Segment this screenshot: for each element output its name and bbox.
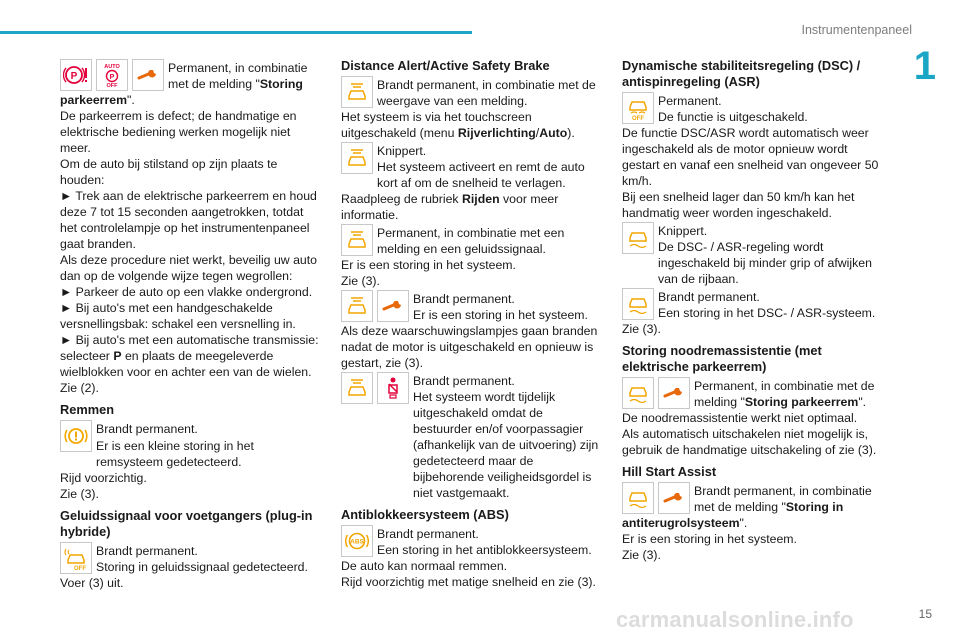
paragraph: Zie (3). <box>622 322 661 336</box>
paragraph: Als deze procedure niet werkt, beveilig uw auto dan op de volgende wijze tegen wegrollen: <box>60 253 318 283</box>
auto-parking-brake-off-icon <box>96 59 128 91</box>
bullet: ► Bij auto's met een handgeschakelde versnellingsbak: schakel een versnelling in. <box>60 301 296 331</box>
collision-alert-icon <box>341 290 373 322</box>
section-heading-emergency-brake: Storing noodremassistentie (met elektrische parkeerrem) <box>622 343 822 374</box>
collision-alert-icon <box>341 224 373 256</box>
paragraph: Brandt permanent, in combinatie met de weergave van een melding. <box>377 78 596 108</box>
text: ". <box>127 93 135 107</box>
stability-control-icon <box>622 482 654 514</box>
paragraph: Het systeem wordt tijdelijk uitgeschakeld omdat de bestuurder en/of voorpassagier (afhankelijk van de uitvoering) zijn gedetecteerd maar de bijbehorende veiligheidsgordel is niet vastgemaakt. <box>413 390 599 500</box>
column-2 <box>341 58 603 590</box>
section-heading-pedestrian: Geluidssignaal voor voetgangers (plug-in hybride) <box>60 508 313 539</box>
pedestrian-row <box>60 542 322 575</box>
text-line: Brandt permanent. <box>377 527 479 541</box>
text-line: Brandt permanent. <box>658 290 760 304</box>
seatbelt-warning-icon <box>377 372 409 404</box>
svg-text:P: P <box>70 71 78 82</box>
paragraph <box>341 109 603 141</box>
paragraph: De parkeerrem is defect; de handmatige en elektrische bediening werken mogelijk niet meer. <box>60 109 297 155</box>
text-line: Permanent. <box>658 94 722 108</box>
paragraph: Zie (3). <box>622 548 661 562</box>
section-heading-brakes: Remmen <box>60 402 115 417</box>
svg-text:P: P <box>109 74 115 81</box>
section-heading-dsc: Dynamische stabiliteitsregeling (DSC) / antispinregeling (ASR) <box>622 58 861 89</box>
pedestrian-sound-off-icon <box>60 542 92 574</box>
text-line: Brandt permanent. <box>96 544 198 558</box>
distance-row-2 <box>341 142 603 191</box>
hill-row <box>622 482 884 515</box>
collision-alert-icon <box>341 76 373 108</box>
bold-text: antiterugrolsysteem <box>622 516 740 530</box>
text-line: Knippert. <box>658 224 708 238</box>
paragraph: Bij een snelheid lager dan 50 km/h kan het handmatig weer worden ingeschakeld. <box>622 190 855 220</box>
bullet <box>60 332 322 380</box>
column-3 <box>622 58 884 563</box>
watermark: carmanualsonline.info <box>616 607 854 632</box>
chapter-number: 1 <box>913 44 936 88</box>
svg-text:OFF: OFF <box>632 116 644 121</box>
bold-text: Auto <box>539 126 568 140</box>
text-line: Brandt permanent. <box>413 292 515 306</box>
text: ► Bij auto's met een automatische transmissie: selecteer <box>60 333 319 363</box>
text-line: Knippert. <box>377 144 427 158</box>
text-line: Brandt permanent. <box>96 422 198 436</box>
abs-warning-icon <box>341 525 373 557</box>
text-line: Brandt permanent, in combinatie <box>694 484 872 498</box>
text: / <box>535 126 540 140</box>
text-line: De DSC- / ASR-regeling wordt ingeschakeld bij minder grip of afwijken van de rijbaan. <box>658 240 872 286</box>
text-line: Permanent, in combinatie <box>168 61 308 75</box>
page-number: 15 <box>918 607 932 621</box>
paragraph: Voer (3) uit. <box>60 576 124 590</box>
collision-alert-icon <box>341 142 373 174</box>
bold-text: Storing in <box>785 500 844 514</box>
text-line: Een storing in het DSC- / ASR-systeem. <box>658 306 876 320</box>
collision-alert-icon <box>341 372 373 404</box>
paragraph: Rijd voorzichtig. <box>60 471 147 485</box>
paragraph: Zie (3). <box>341 274 380 288</box>
emergency-row <box>622 377 884 410</box>
bullet: ► Trek aan de elektrische parkeerrem en houd deze 7 tot 15 seconden aangetrokken, totdat het controlelampje op het instrumentenpaneel gaat branden. <box>60 189 317 251</box>
text: met de melding " <box>694 500 786 514</box>
parking-brake-icons-row <box>60 59 322 92</box>
text-line: Permanent, in combinatie met de <box>694 379 875 393</box>
paragraph <box>341 191 603 223</box>
dsc-row-3 <box>622 288 884 321</box>
distance-row-1 <box>341 76 603 109</box>
service-wrench-icon <box>658 482 690 514</box>
stability-control-icon <box>622 222 654 254</box>
text: ". <box>858 395 867 409</box>
service-wrench-icon <box>132 59 164 91</box>
stability-control-off-icon <box>622 92 654 124</box>
page-header-title: Instrumentenpaneel <box>801 23 912 37</box>
abs-row <box>341 525 603 558</box>
svg-text:OFF: OFF <box>74 566 86 571</box>
distance-row-4 <box>341 290 603 323</box>
service-wrench-icon <box>658 377 690 409</box>
paragraph: Er is een storing in het systeem. <box>341 258 516 272</box>
paragraph: Om de auto bij stilstand op zijn plaats te houden: <box>60 157 278 187</box>
text: en plaats de meegeleverde wielblokken voor en achter een van de wielen. <box>60 349 312 379</box>
text: ). <box>567 126 575 140</box>
bold-text: Storing <box>259 77 303 91</box>
section-heading-abs: Antiblokkeersysteem (ABS) <box>341 507 509 522</box>
paragraph: Rijd voorzichtig met matige snelheid en zie (3). <box>341 575 596 589</box>
paragraph: De noodremassistentie werkt niet optimaal. <box>622 411 858 425</box>
svg-text:ABS: ABS <box>350 538 364 546</box>
paragraph: Er is een kleine storing in het remsysteem gedetecteerd. <box>96 439 254 469</box>
paragraph: De functie DSC/ASR wordt automatisch weer ingeschakeld als de motor opnieuw wordt gestart en vanaf een snelheid van ongeveer 50 km/h. <box>622 126 879 188</box>
text-line: Het systeem activeert en remt de auto kort af om de snelheid te verlagen. <box>377 160 585 190</box>
paragraph <box>622 515 884 531</box>
svg-text:AUTO: AUTO <box>104 64 120 70</box>
bold-text: Rijverlichting <box>457 126 536 140</box>
text-line: Er is een storing in het systeem. <box>413 308 588 322</box>
stability-control-icon <box>622 377 654 409</box>
paragraph: De auto kan normaal remmen. <box>341 559 508 573</box>
dsc-row-1 <box>622 92 884 125</box>
section-heading-hill-start: Hill Start Assist <box>622 464 717 479</box>
paragraph: Zie (2). <box>60 381 99 395</box>
text-line: met de melding " <box>168 77 260 91</box>
distance-row-3 <box>341 224 603 257</box>
paragraph: Als automatisch uitschakelen niet mogelijk is, gebruik de handmatige uitschakeling of zie (3). <box>622 427 877 457</box>
text-line: De functie is uitgeschakeld. <box>658 110 808 124</box>
text: voor meer informatie. <box>341 192 559 222</box>
parking-brake-warning-icon <box>60 59 92 91</box>
text: ". <box>739 516 748 530</box>
column-1: P AUTO P OFF Permanent, in combinatie met de melding "Storing parkeerrem". De parkeerrem is defect; de handmatige en elektrische bediening werken mogelijk niet meer. Om de auto bij stilstand op zijn plaats te houden: ► Trek aan de elektrische parkeerrem en houd deze 7 tot 15 seconden aangetrokken, totdat het controlelampje op het instrumentenpaneel gaat branden. Als deze procedure niet werkt, beveilig uw auto dan op de volgende wijze tegen wegrollen: ► Parkeer de auto op een vlakke ondergrond. ► Bij auto's met een handgeschakelde versnellingsbak: schakel een versnelling in. ► Bij auto's met een automatische transmissie: selecteer P en plaats de meegeleverde wielblokken voor en achter een van de wielen. Zie (2). Remmen Brandt permanent. Er is een kleine storing in het remsysteem gedetecteerd. Rijd voorzichtig. Zie (3). Geluidssignaal voor voetgangers (plug-in hybride) OFF Brandt permanent. Storing in geluidssignaal gedetecteerd. Voer (3) uit. <box>60 58 322 591</box>
header-accent-bar <box>0 31 472 34</box>
paragraph: Permanent, in combinatie met een melding en een geluidssignaal. <box>377 226 565 256</box>
bullet: ► Parkeer de auto op een vlakke ondergrond. <box>60 285 313 299</box>
text: Het systeem is via het touchscreen uitgeschakeld (menu <box>341 110 532 140</box>
service-wrench-icon <box>377 290 409 322</box>
section-heading-distance-alert: Distance Alert/Active Safety Brake <box>341 58 550 73</box>
text-line: Storing in geluidssignaal gedetecteerd. <box>96 560 308 574</box>
dsc-row-2 <box>622 222 884 287</box>
paragraph: Er is een storing in het systeem. <box>622 532 797 546</box>
bold-text: Rijden <box>462 192 500 206</box>
svg-text:OFF: OFF <box>106 83 118 88</box>
text: Raadpleeg de rubriek <box>341 192 462 206</box>
brake-warning-icon <box>60 420 92 452</box>
paragraph: Zie (3). <box>60 487 99 501</box>
text-line: Een storing in het antiblokkeersysteem. <box>377 543 592 557</box>
bold-text: Storing parkeerrem <box>744 395 859 409</box>
text: melding " <box>694 395 745 409</box>
paragraph: Als deze waarschuwingslampjes gaan branden nadat de motor is uitgeschakeld en opnieuw is gestart, zie (3). <box>341 324 598 370</box>
bold-text: P <box>113 349 122 363</box>
text-line: Brandt permanent. <box>413 374 515 388</box>
stability-control-icon <box>622 288 654 320</box>
